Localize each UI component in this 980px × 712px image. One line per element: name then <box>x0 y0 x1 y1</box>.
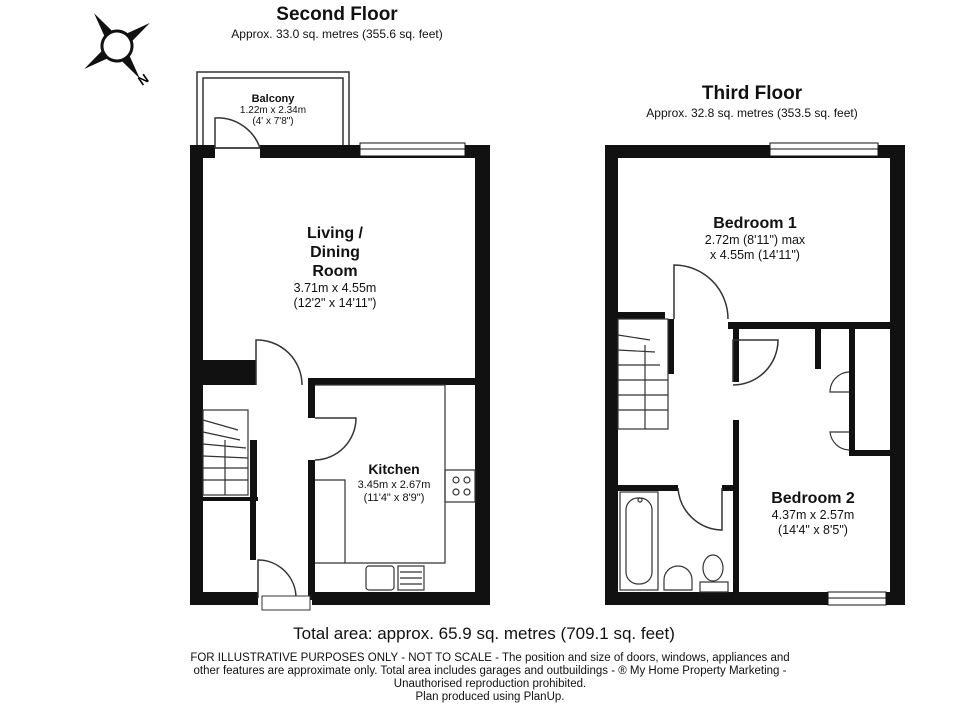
third-floor-title: Third Floor <box>701 83 803 104</box>
bathroom-door-swing <box>678 488 722 530</box>
bedroom2-door-swing <box>733 340 778 385</box>
front-door-swing <box>258 560 296 598</box>
bedroom2-dim-ft: (14'4" x 8'5") <box>778 523 848 537</box>
living-name-2: Dining <box>310 244 360 261</box>
stairs-third-floor <box>618 319 668 429</box>
bedroom1-door-swing <box>674 265 728 319</box>
bedroom2-dim-m: 4.37m x 2.57m <box>771 508 855 522</box>
hall-door-swing <box>256 340 302 385</box>
bedroom1-dim-m: 2.72m (8'11") max <box>704 233 806 247</box>
balcony-label <box>240 94 306 127</box>
living-name-1: Living / <box>307 225 363 242</box>
balcony-dim-ft: (4' x 7'8") <box>252 116 294 127</box>
second-floor-title: Second Floor <box>276 4 398 25</box>
disclaimer <box>170 652 810 704</box>
kitchen-dim-m: 3.45m x 2.67m <box>357 479 431 491</box>
bedroom2-label <box>771 489 855 538</box>
balcony-name: Balcony <box>251 93 295 105</box>
kitchen-name: Kitchen <box>368 461 420 477</box>
third-floor-area: Approx. 32.8 sq. metres (353.5 sq. feet) <box>646 106 858 120</box>
compass-north-label: N <box>135 70 152 89</box>
bedroom2-name: Bedroom 2 <box>771 490 855 507</box>
balcony-dim-m: 1.22m x 2.34m <box>239 105 307 116</box>
wardrobe-door-swing <box>830 372 849 450</box>
compass-rose-icon <box>61 0 172 102</box>
bedroom1-name: Bedroom 1 <box>713 215 797 232</box>
second-floor-area: Approx. 33.0 sq. metres (355.6 sq. feet) <box>231 27 443 41</box>
disclaimer-line-3: Unauthorised reproduction prohibited. <box>393 678 587 690</box>
kitchen-label <box>358 460 431 505</box>
disclaimer-line-2: other features are approximate only. Total area includes garages and outbuildings - ® My Home Property Marketing - <box>193 665 787 677</box>
total-area: Total area: approx. 65.9 sq. metres (709.1 sq. feet) <box>293 624 675 643</box>
bedroom1-dim-ft: x 4.55m (14'11") <box>710 248 800 262</box>
living-dim-ft: (12'2" x 14'11") <box>293 296 377 310</box>
living-name-3: Room <box>312 263 358 280</box>
kitchen-door-swing <box>315 418 356 460</box>
bathroom-fittings <box>620 492 728 592</box>
living-dim-m: 3.71m x 4.55m <box>293 281 377 295</box>
stairs-second-floor <box>203 410 248 495</box>
living-room-label <box>294 224 377 311</box>
bedroom1-label <box>705 214 805 263</box>
disclaimer-line-4: Plan produced using PlanUp. <box>415 691 565 703</box>
kitchen-dim-ft: (11'4" x 8'9") <box>363 492 425 504</box>
disclaimer-line-1: FOR ILLUSTRATIVE PURPOSES ONLY - NOT TO SCALE - The position and size of doors, windows, appliances and <box>190 652 790 664</box>
